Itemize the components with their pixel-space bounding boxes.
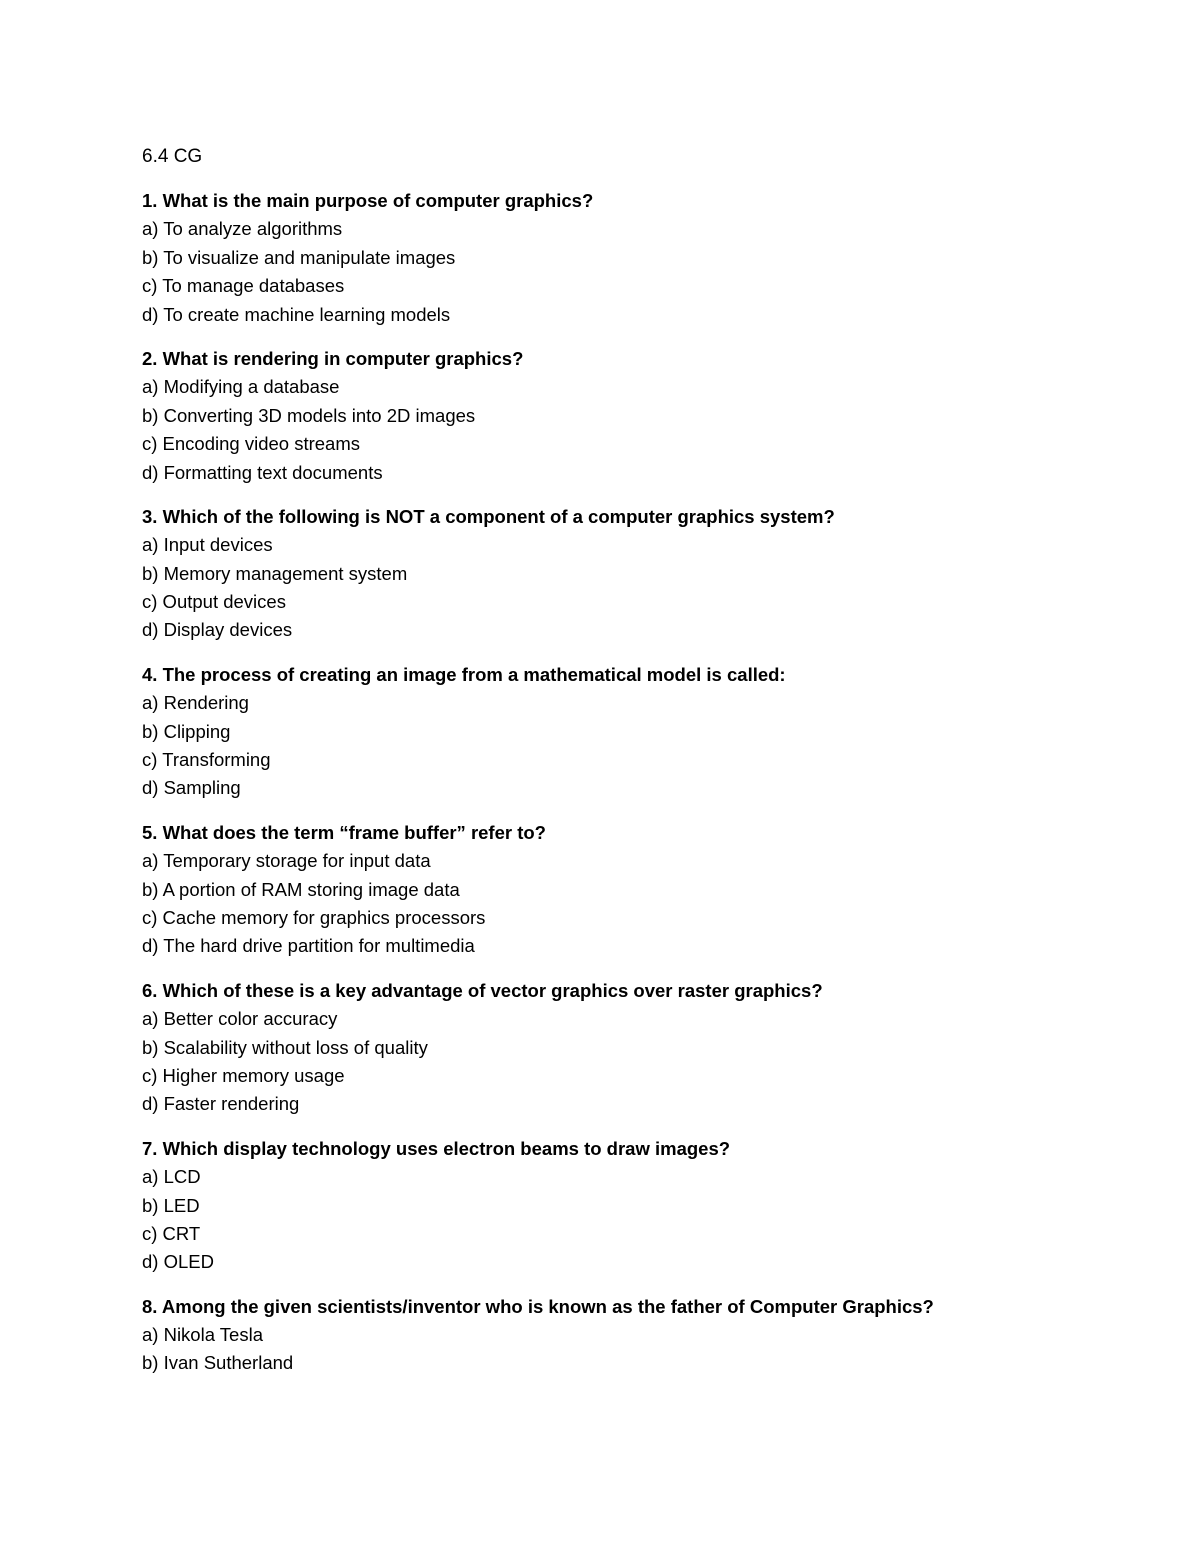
option-c: c) CRT [142, 1222, 201, 1244]
option-c: c) Encoding video streams [142, 433, 360, 455]
option-a: a) Nikola Tesla [142, 1324, 263, 1346]
option-d: d) Formatting text documents [142, 461, 383, 483]
question-4 [142, 661, 1122, 803]
option-b: b) Clipping [142, 720, 231, 742]
option-a: a) Better color accuracy [142, 1008, 338, 1030]
option-d: d) Faster rendering [142, 1093, 300, 1115]
option-b: b) LED [142, 1194, 200, 1216]
question-text: 1. What is the main purpose of computer graphics? [142, 190, 594, 211]
option-c: c) To manage databases [142, 275, 345, 297]
question-text: 8. Among the given scientists/inventor who is known as the father of Computer Graphics? [142, 1295, 934, 1317]
document-page [142, 143, 1122, 1394]
question-text: 5. What does the term “frame buffer” refer to? [142, 821, 546, 843]
option-a: a) Temporary storage for input data [142, 850, 431, 872]
option-d: d) To create machine learning models [142, 303, 451, 325]
question-text: 3. Which of the following is NOT a component of a computer graphics system? [142, 505, 835, 527]
option-c: c) Cache memory for graphics processors [142, 906, 486, 928]
option-d: d) Sampling [142, 777, 241, 799]
option-b: b) Converting 3D models into 2D images [142, 404, 476, 426]
question-text: 6. Which of these is a key advantage of vector graphics over raster graphics? [142, 979, 823, 1001]
option-b: b) Memory management system [142, 562, 408, 584]
option-a: a) Input devices [142, 534, 273, 556]
question-text: 4. The process of creating an image from a mathematical model is called: [142, 663, 786, 685]
option-a: a) LCD [142, 1166, 201, 1188]
question-6 [142, 977, 1122, 1119]
option-b: b) To visualize and manipulate images [142, 246, 456, 268]
option-a: a) Modifying a database [142, 376, 340, 398]
question-3 [142, 503, 1122, 645]
option-a: a) Rendering [142, 692, 249, 714]
option-b: b) A portion of RAM storing image data [142, 878, 460, 900]
option-d: d) Display devices [142, 619, 293, 641]
option-d: d) OLED [142, 1251, 214, 1273]
question-text: 2. What is rendering in computer graphics? [142, 347, 524, 369]
document-title: 6.4 CG [142, 146, 203, 167]
question-1 [142, 187, 1122, 329]
question-2 [142, 345, 1122, 487]
option-b: b) Ivan Sutherland [142, 1352, 294, 1374]
option-c: c) Higher memory usage [142, 1064, 345, 1086]
question-7 [142, 1135, 1122, 1277]
question-text: 7. Which display technology uses electron beams to draw images? [142, 1137, 731, 1159]
option-b: b) Scalability without loss of quality [142, 1036, 428, 1058]
option-c: c) Output devices [142, 591, 286, 613]
option-d: d) The hard drive partition for multimedia [142, 935, 475, 957]
question-8 [142, 1293, 1122, 1378]
option-a: a) To analyze algorithms [142, 218, 343, 240]
option-c: c) Transforming [142, 749, 271, 771]
question-5 [142, 819, 1122, 961]
